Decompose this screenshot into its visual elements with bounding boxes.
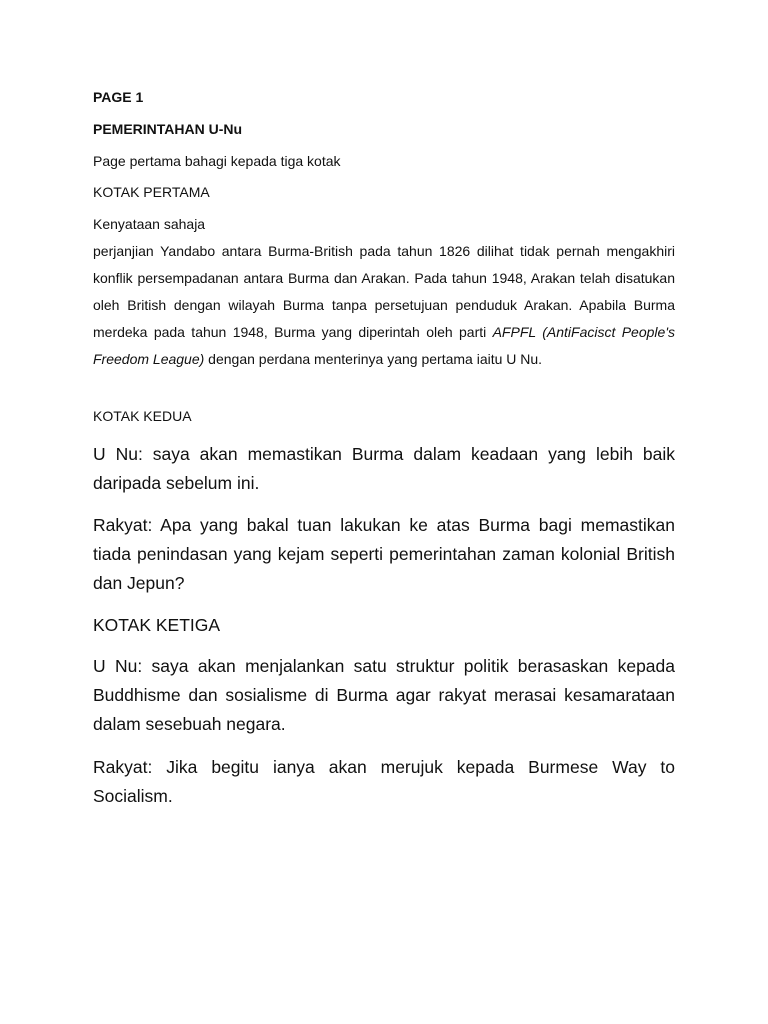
document-title: PEMERINTAHAN U-Nu xyxy=(93,121,243,137)
kotak-pertama-heading: KOTAK PERTAMA xyxy=(93,184,210,200)
kotak-kedua-dialog-unu: U Nu: saya akan memastikan Burma dalam keadaan yang lebih baik daripada sebelum ini. xyxy=(93,444,675,493)
page-label: PAGE 1 xyxy=(93,89,144,105)
paragraph-text-start: perjanjian Yandabo antara Burma-British pada tahun 1826 dilihat tidak pernah mengakhiri konflik persempadanan antara Burma dan Arakan. Pada tahun 1948, Arakan telah disatukan oleh British dengan wilayah Burma tanpa persetujuan penduduk Arakan. Apabila Burma merdeka pada tahun 1948, Burma yang diperintah oleh parti xyxy=(93,243,675,340)
paragraph-text-end: dengan perdana menterinya yang pertama iaitu U Nu. xyxy=(204,351,543,367)
kotak-kedua-dialog-rakyat: Rakyat: Apa yang bakal tuan lakukan ke atas Burma bagi memastikan tiada penindasan yang kejam seperti pemerintahan zaman kolonial British dan Jepun? xyxy=(93,515,675,593)
party-name: AFPFL (AntiFacisct People's Freedom League) xyxy=(93,324,675,367)
kotak-ketiga-dialog-unu: U Nu: saya akan menjalankan satu struktur politik berasaskan kepada Buddhisme dan sosialisme di Burma agar rakyat merasai kesamarataan dalam sesebuah negara. xyxy=(93,656,675,734)
kotak-kedua-heading: KOTAK KEDUA xyxy=(93,408,192,424)
kotak-pertama-subheading: Kenyataan sahaja xyxy=(93,216,206,232)
kotak-ketiga-dialog-rakyat: Rakyat: Jika begitu ianya akan merujuk kepada Burmese Way to Socialism. xyxy=(93,757,675,806)
intro-text: Page pertama bahagi kepada tiga kotak xyxy=(93,153,341,169)
kotak-pertama-paragraph xyxy=(93,238,675,373)
kotak-ketiga-heading: KOTAK KETIGA xyxy=(93,615,221,635)
